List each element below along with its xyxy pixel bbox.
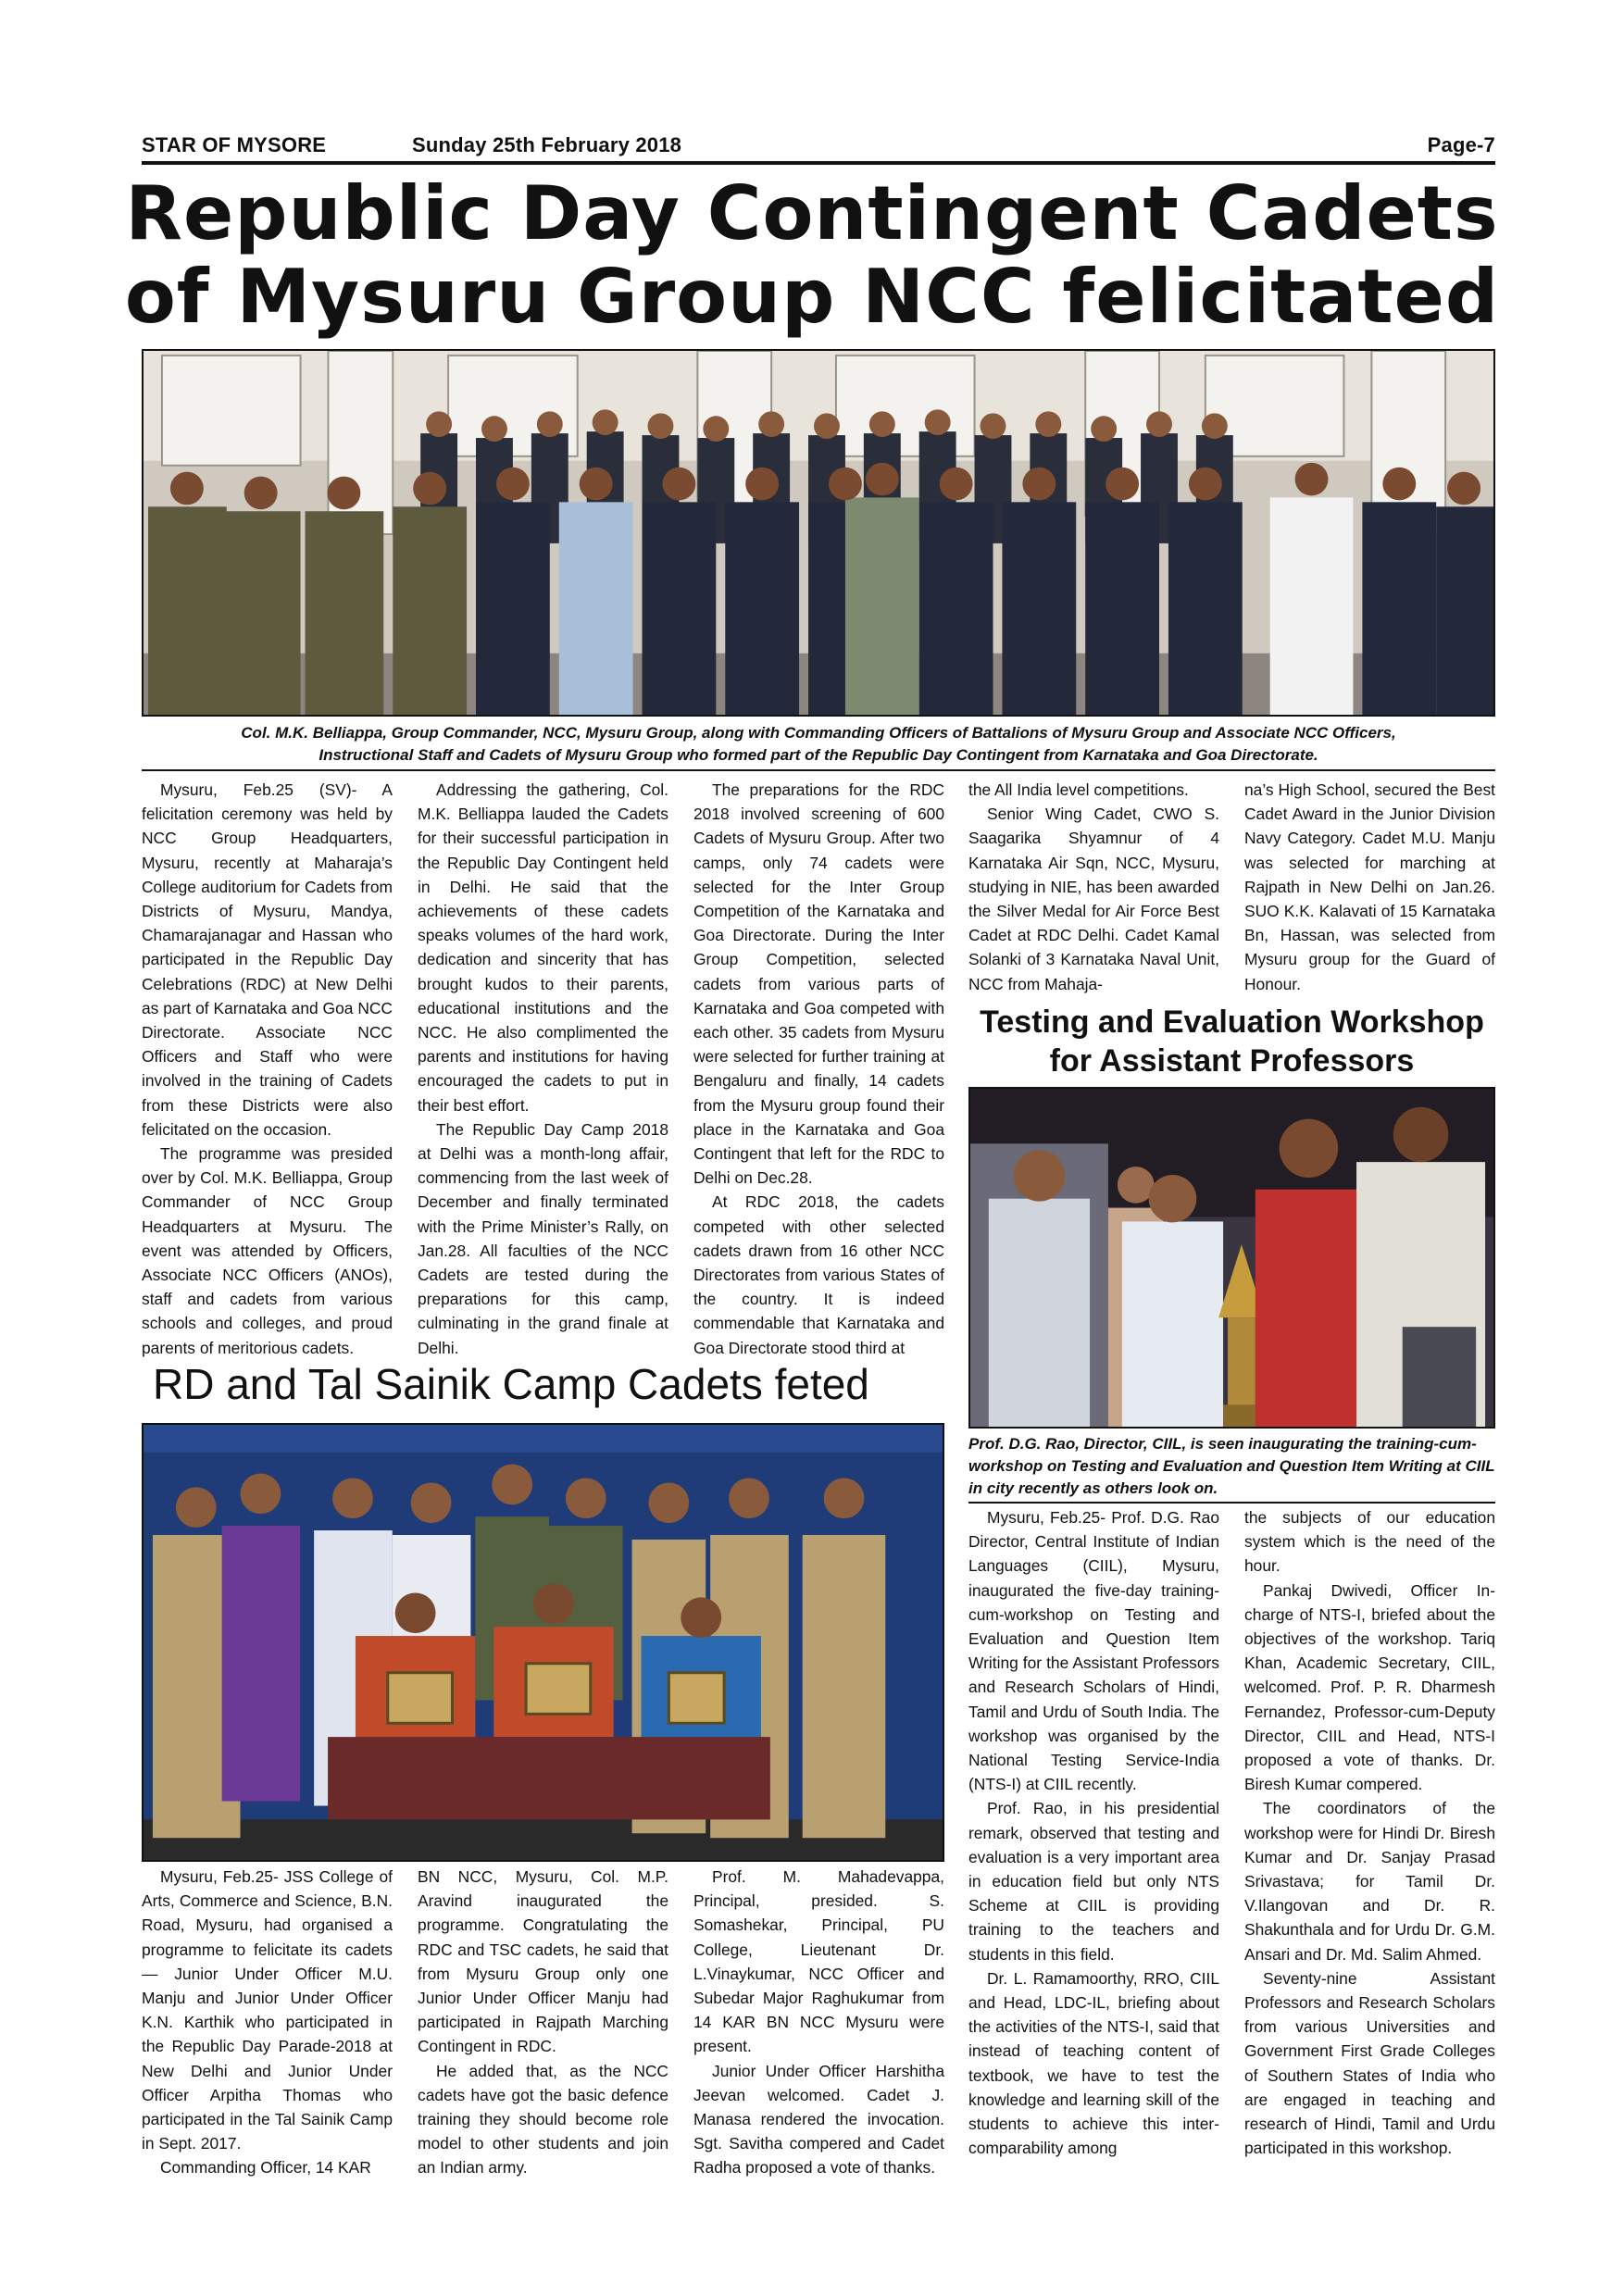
workshop-photo-caption: Prof. D.G. Rao, Director, CIIL, is seen inaugurating the training-cum-workshop on Testing and Evaluation and Question Item Writing at CIIL in city recently as others look on. [968, 1435, 1495, 1497]
page-number: Page-7 [1427, 133, 1495, 156]
caption-line-1: Col. M.K. Belliappa, Group Commander, NCC, Mysuru Group, along with Commanding Officers of Battalions of Mysuru Group and Associate NCC Officers, [241, 724, 1396, 742]
main-story-column-1 [142, 778, 393, 1360]
headline-line-2: of Mysuru Group NCC felicitated [124, 254, 1500, 340]
rd-camp-photo-illustration [144, 1425, 943, 1860]
paragraph: Mysuru, Feb.25- Prof. D.G. Rao Director, Central Institute of Indian Languages (CIIL), Mysuru, inaugurated the five-day training-cum-workshop on Testing and Evaluation and Question Item Writing for the Assistant Professors and Research Scholars of Hindi, Tamil and Urdu of South India. The workshop was organised by the National Testing Service-India (NTS-I) at CIIL recently. [968, 1508, 1219, 1794]
workshop-column-2 [1244, 1505, 1495, 2160]
paragraph: Senior Wing Cadet, CWO S. Saagarika Shyamnur of 4 Karnataka Air Sqn, NCC, Mysuru, studying in NIE, has been awarded the Silver Medal for Air Force Best Cadet at RDC Delhi. Cadet Kamal Solanki of 3 Karnataka Naval Unit, NCC from Mahaja- [968, 805, 1219, 993]
rd-camp-column-2 [418, 1865, 668, 2180]
main-story-column-5 [1244, 778, 1495, 996]
paragraph: BN NCC, Mysuru, Col. M.P. Aravind inaugurated the programme. Congratulating the RDC and TSC cadets, he said that from Mysuru Group only one Junior Under Officer Manju had participated in Rajpath Marching Contingent in RDC. [418, 1867, 668, 2056]
paragraph: The programme was presided over by Col. M.K. Belliappa, Group Commander of NCC Group Headquarters at Mysuru. The event was attended by Officers, Associate NCC Officers (ANOs), staff and cadets from various schools and colleges, and proud parents of meritorious cadets. [142, 1144, 393, 1357]
paragraph: Prof. M. Mahadevappa, Principal, presided. S. Somashekar, Principal, PU College, Lieutenant Dr. L.Vinaykumar, NCC Officer and Subedar Major Raghukumar from 14 KAR BN NCC Mysuru were present. [693, 1867, 944, 2056]
paragraph: the subjects of our education system which is the need of the hour. [1244, 1508, 1495, 1576]
paragraph: Seventy-nine Assistant Professors and Research Scholars from various Universities and Government First Grade Colleges of Southern States of India who are engaged in teaching and research of Hindi, Tamil and Urdu participated in this workshop. [1244, 1968, 1495, 2158]
headline-line-1: Republic Day Contingent Cadets [125, 170, 1499, 256]
masthead [142, 133, 1495, 165]
rd-camp-column-3 [693, 1865, 944, 2180]
paragraph: Junior Under Officer Harshitha Jeevan welcomed. Cadet J. Manasa rendered the invocation. Sgt. Savitha compered and Cadet Radha proposed a vote of thanks. [693, 2061, 944, 2177]
workshop-heading [968, 1003, 1495, 1080]
workshop-heading-line-1: Testing and Evaluation Workshop [980, 1004, 1484, 1040]
workshop-caption-rule [968, 1502, 1495, 1504]
main-story-column-3 [693, 778, 944, 1360]
paragraph: the All India level competitions. [968, 780, 1189, 799]
paragraph: Mysuru, Feb.25 (SV)- A felicitation ceremony was held by NCC Group Headquarters, Mysuru, recently at Maharaja’s College auditorium for Cadets from Districts of Mysuru, Mandya, Chamarajanagar and Hassan who participated in the Republic Day Celebrations (RDC) at New Delhi as part of Karnataka and Goa NCC Directorate. Associate NCC Officers and Staff who were involved in the training of Cadets from these Districts were also felicitated on the occasion. [142, 780, 393, 1139]
paragraph: He added that, as the NCC cadets have got the basic defence training they should become role model to other students and join an Indian army. [418, 2061, 668, 2177]
workshop-photo-illustration [970, 1089, 1493, 1427]
paragraph: na’s High School, secured the Best Cadet Award in the Junior Division Navy Category. Cadet M.U. Manju was selected for marching at Rajpath in New Delhi on Jan.26. SUO K.K. Kalavati of 15 Karnataka Bn, Hassan, was selected from Mysuru group for the Guard of Honour. [1244, 780, 1495, 993]
group-photo-caption [142, 722, 1495, 767]
newspaper-name: STAR OF MYSORE [142, 133, 327, 156]
group-photo [142, 349, 1495, 717]
paragraph: Pankaj Dwivedi, Officer In-charge of NTS-I, briefed about the objectives of the workshop. Tariq Khan, Academic Secretary, CIIL, welcomed. Prof. P. R. Dharmesh Fernandez, Professor-cum-Deputy Director, CIIL and Head, NTS-I proposed a vote of thanks. Dr. Biresh Kumar compered. [1244, 1580, 1495, 1794]
group-photo-illustration [144, 351, 1493, 715]
workshop-heading-line-2: for Assistant Professors [1049, 1043, 1415, 1079]
paragraph: Mysuru, Feb.25- JSS College of Arts, Commerce and Science, B.N. Road, Mysuru, had organised a programme to felicitate its cadets — Junior Under Officer M.U. Manju and Junior Under Officer K.N. Karthik who participated in the Republic Day Parade-2018 at New Delhi and Junior Under Officer Arpitha Thomas who participated in the Tal Sainik Camp in Sept. 2017. [142, 1867, 393, 2153]
rd-camp-photo [142, 1423, 944, 1862]
rd-camp-column-1 [142, 1865, 393, 2180]
workshop-photo [968, 1087, 1495, 1429]
main-story-column-4 [968, 778, 1219, 996]
paragraph: Dr. L. Ramamoorthy, RRO, CIIL and Head, LDC-IL, briefing about the activities of the NTS-I, said that instead of teaching content of textbook, we have to test the knowledge and learning skill of the students to achieve this inter-comparability among [968, 1968, 1219, 2158]
caption-line-2: Instructional Staff and Cadets of Mysuru Group who formed part of the Republic Day Contingent from Karnataka and Goa Directorate. [319, 746, 1318, 764]
paragraph: At RDC 2018, the cadets competed with other selected cadets drawn from 16 other NCC Directorates from various States of the country. It is indeed commendable that Karnataka and Goa Directorate stood third at [693, 1192, 944, 1357]
paragraph: Commanding Officer, 14 KAR [160, 2158, 371, 2177]
paragraph: The coordinators of the workshop were for Hindi Dr. Biresh Kumar and Dr. Sanjay Prasad Srivastava; for Tamil Dr. V.Ilangovan and Dr. R. Shakunthala and for Urdu Dr. G.M. Ansari and Dr. Md. Salim Ahmed. [1244, 1799, 1495, 1964]
caption-rule [142, 769, 1495, 771]
paragraph: Addressing the gathering, Col. M.K. Belliappa lauded the Cadets for their successful participation in the Republic Day Contingent held in Delhi. He said that the achievements of these cadets speaks volumes of the hard work, dedication and sincerity that has brought kudos to their parents, educational institutions and the NCC. He also complimented the parents and institutions for having encouraged the cadets to put in their best effort. [418, 780, 668, 1115]
paragraph: The preparations for the RDC 2018 involved screening of 600 Cadets of Mysuru Group. After two camps, only 74 cadets were selected for the Inter Group Competition of the Karnataka and Goa Directorate. During the Inter Group Competition, selected cadets from various parts of Karnataka and Goa competed with each other. 35 cadets from Mysuru were selected for further training at Bengaluru and finally, 14 cadets from the Mysuru group found their place in the Karnataka and Goa Contingent that left for the RDC to Delhi on Dec.28. [693, 780, 944, 1188]
workshop-column-1 [968, 1505, 1219, 2160]
issue-date: Sunday 25th February 2018 [412, 133, 682, 156]
paragraph: The Republic Day Camp 2018 at Delhi was a month-long affair, commencing from the last week of December and finally terminated with the Prime Minister’s Rally, on Jan.28. All faculties of the NCC Cadets are tested during the preparations for this camp, culminating in the grand finale at Delhi. [418, 1119, 668, 1357]
rd-camp-heading: RD and Tal Sainik Camp Cadets feted [153, 1360, 869, 1408]
main-story-column-2 [418, 778, 668, 1360]
paragraph: Prof. Rao, in his presidential remark, observed that testing and evaluation is a very important area in education field but only NTS Scheme at CIIL is providing training to the teachers and students in this field. [968, 1799, 1219, 1964]
